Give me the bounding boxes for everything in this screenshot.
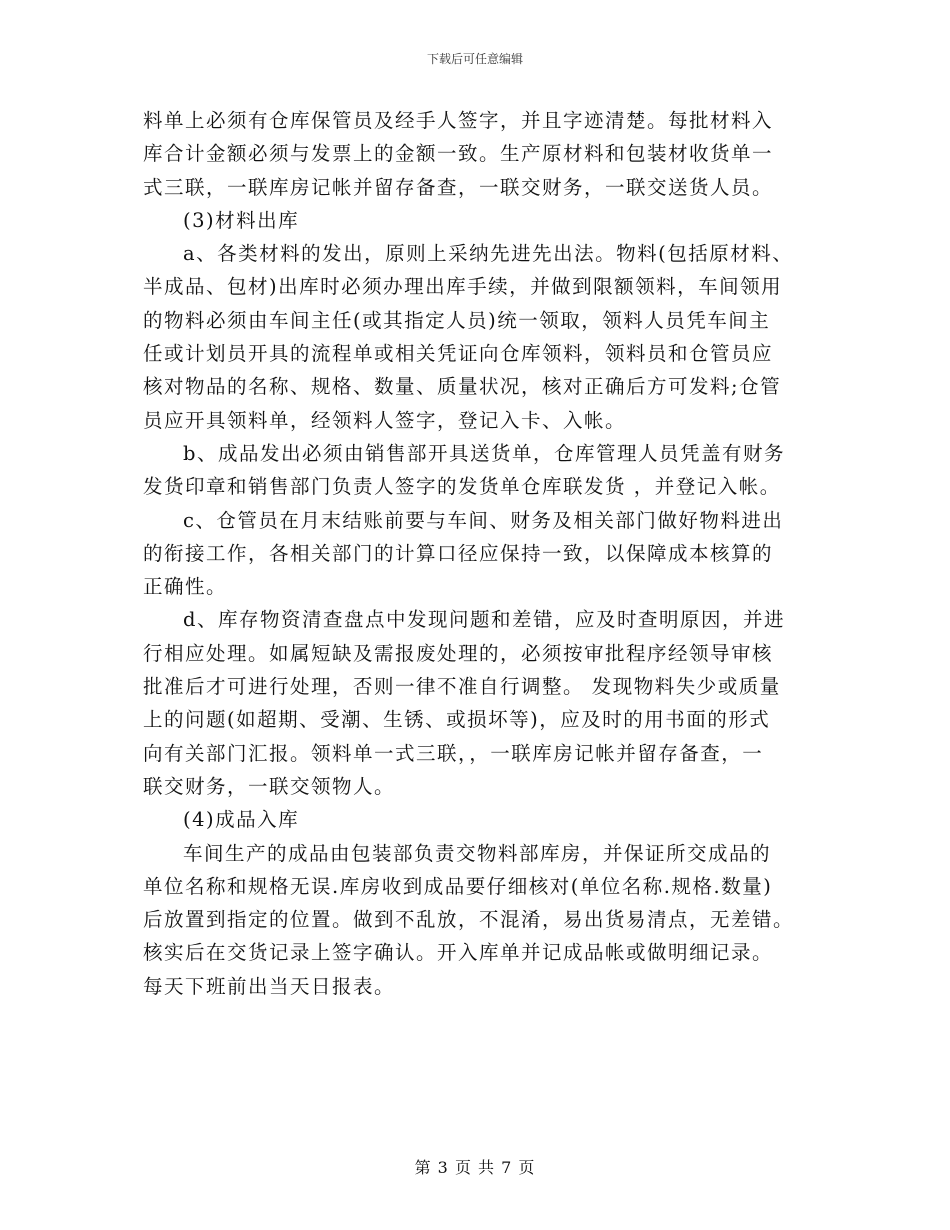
paragraph xyxy=(143,803,803,836)
text-line: 料单上必须有仓库保管员及经手人签字，并且字迹清楚。每批材料入 xyxy=(143,109,774,132)
text-line: 批准后才可进行处理，否则一律不准自行调整。 发现物料失少或质量 xyxy=(143,675,781,699)
paragraph xyxy=(143,437,803,504)
text-line: 单位名称和规格无误.库房收到成品要仔细核对(单位名称.规格.数量) xyxy=(143,874,773,898)
text-line: b、成品发出必须由销售部开具送货单，仓库管理人员凭盖有财务 xyxy=(183,441,785,465)
paragraph xyxy=(143,104,803,204)
text-line: 正确性。 xyxy=(143,575,228,599)
text-line: 任或计划员开具的流程单或相关凭证向仓库领料，领料员和仓管员应 xyxy=(143,342,774,366)
paragraph xyxy=(143,204,803,237)
text-line: 每天下班前出当天日报表。 xyxy=(143,974,396,998)
text-line: 后放置到指定的位置。做到不乱放，不混淆，易出货易清点，无差错。 xyxy=(143,908,795,932)
text-line: a、各类材料的发出，原则上采纳先进先出法。物料(包括原材料、 xyxy=(183,242,794,266)
paragraph xyxy=(143,837,803,1003)
text-line: 核实后在交货记录上签字确认。开入库单并记成品帐或做明细记录。 xyxy=(143,941,774,965)
text-line: 的物料必须由车间主任(或其指定人员)统一领取，领料人员凭车间主 xyxy=(143,308,771,332)
text-line: 向有关部门汇报。领料单一式三联，，一联库房记帐并留存备查，一 xyxy=(143,741,764,765)
text-line: 核对物品的名称、规格、数量、质量状况，核对正确后方可发料;仓管 xyxy=(143,375,782,399)
text-line: 车间生产的成品由包装部负责交物料部库房，并保证所交成品的 xyxy=(183,841,772,865)
text-line: 的衔接工作，各相关部门的计算口径应保持一致，以保障成本核算的 xyxy=(143,541,774,565)
text-line: 上的问题(如超期、受潮、生锈、或损坏等)，应及时的用书面的形式 xyxy=(143,708,771,732)
text-line: 行相应处理。如属短缺及需报废处理的，必须按审批程序经领导审核 xyxy=(143,641,774,665)
text-line: 联交财务，一联交领物人。 xyxy=(143,774,396,798)
document-body xyxy=(143,104,803,1003)
text-line: (3)材料出库 xyxy=(183,208,300,232)
text-line: c、仓管员在月末结账前要与车间、财务及相关部门做好物料进出 xyxy=(183,508,784,532)
page-footer: 第 3 页 共 7 页 xyxy=(414,1158,536,1177)
paragraph xyxy=(143,603,803,803)
paragraph xyxy=(143,237,803,437)
text-line: 发货印章和销售部门负责人签字的发货单仓库联发货 ，并登记入帐。 xyxy=(143,475,781,499)
page-header: 下载后可任意编辑 xyxy=(426,52,523,66)
text-line: d、库存物资清查盘点中发现问题和差错，应及时查明原因，并进 xyxy=(183,608,785,632)
text-line: 库合计金额必须与发票上的金额一致。生产原材料和包装材收货单一 xyxy=(143,142,774,166)
paragraph xyxy=(143,504,803,604)
text-line: (4)成品入库 xyxy=(183,808,300,832)
text-line: 员应开具领料单，经领料人签字，登记入卡、入帐。 xyxy=(143,408,627,432)
text-line: 式三联，一联库房记帐并留存备查，一联交财务，一联交送货人员。 xyxy=(143,175,774,199)
text-line: 半成品、包材)出库时必须办理出库手续，并做到限额领料，车间领用 xyxy=(143,275,783,299)
